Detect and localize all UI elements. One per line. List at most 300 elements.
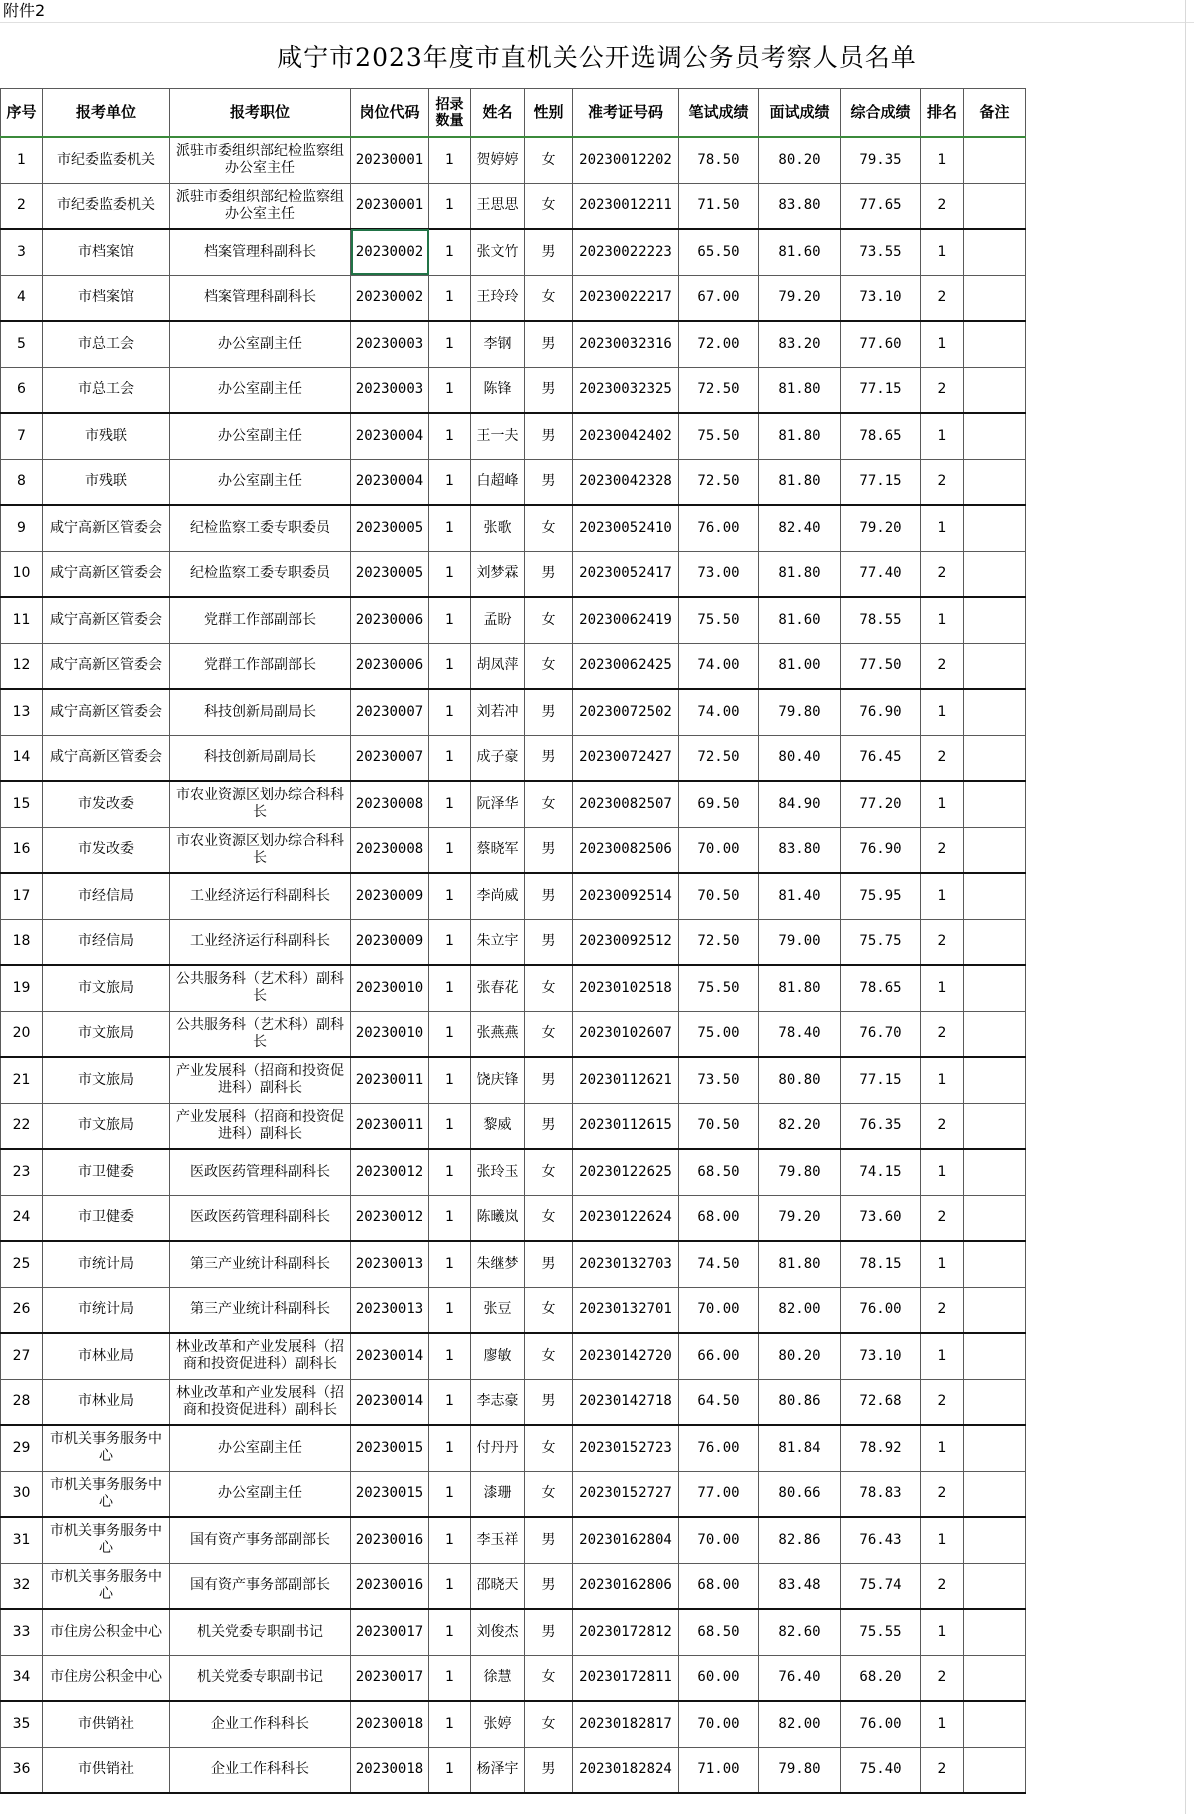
cell-no[interactable]: 32 bbox=[1, 1563, 43, 1609]
cell-quota[interactable]: 1 bbox=[429, 1379, 471, 1425]
cell-rank[interactable]: 2 bbox=[921, 1747, 964, 1793]
cell-total[interactable]: 77.15 bbox=[841, 459, 921, 505]
cell-written[interactable]: 75.50 bbox=[679, 597, 759, 643]
cell-post[interactable]: 产业发展科（招商和投资促进科）副科长 bbox=[170, 1103, 351, 1149]
cell-interview[interactable]: 81.80 bbox=[759, 965, 841, 1011]
cell-code[interactable]: 20230007 bbox=[351, 689, 429, 735]
cell-quota[interactable]: 1 bbox=[429, 1563, 471, 1609]
cell-no[interactable]: 15 bbox=[1, 781, 43, 827]
cell-total[interactable]: 77.20 bbox=[841, 781, 921, 827]
cell-rank[interactable]: 1 bbox=[921, 1517, 964, 1563]
cell-written[interactable]: 68.50 bbox=[679, 1609, 759, 1655]
cell-total[interactable]: 77.60 bbox=[841, 321, 921, 367]
cell-post[interactable]: 企业工作科科长 bbox=[170, 1747, 351, 1793]
cell-total[interactable]: 78.65 bbox=[841, 413, 921, 459]
cell-written[interactable]: 64.50 bbox=[679, 1379, 759, 1425]
cell-ticket[interactable]: 20230082507 bbox=[573, 781, 679, 827]
cell-rank[interactable]: 1 bbox=[921, 1701, 964, 1747]
cell-name[interactable]: 朱继梦 bbox=[471, 1241, 525, 1287]
cell-quota[interactable]: 1 bbox=[429, 1517, 471, 1563]
cell-interview[interactable]: 79.80 bbox=[759, 1149, 841, 1195]
cell-name[interactable]: 廖敏 bbox=[471, 1333, 525, 1379]
cell-quota[interactable]: 1 bbox=[429, 183, 471, 229]
cell-sex[interactable]: 男 bbox=[525, 1103, 573, 1149]
cell-name[interactable]: 胡凤萍 bbox=[471, 643, 525, 689]
cell-rank[interactable]: 2 bbox=[921, 1011, 964, 1057]
cell-written[interactable]: 74.00 bbox=[679, 643, 759, 689]
cell-code[interactable]: 20230017 bbox=[351, 1609, 429, 1655]
cell-unit[interactable]: 市统计局 bbox=[43, 1241, 170, 1287]
cell-interview[interactable]: 83.20 bbox=[759, 321, 841, 367]
cell-quota[interactable]: 1 bbox=[429, 1011, 471, 1057]
cell-interview[interactable]: 84.90 bbox=[759, 781, 841, 827]
cell-code[interactable]: 20230013 bbox=[351, 1241, 429, 1287]
cell-no[interactable]: 36 bbox=[1, 1747, 43, 1793]
cell-sex[interactable]: 男 bbox=[525, 1241, 573, 1287]
cell-total[interactable]: 77.15 bbox=[841, 1057, 921, 1103]
cell-post[interactable]: 办公室副主任 bbox=[170, 1471, 351, 1517]
cell-written[interactable]: 75.50 bbox=[679, 413, 759, 459]
cell-total[interactable]: 75.40 bbox=[841, 1747, 921, 1793]
cell-sex[interactable]: 女 bbox=[525, 965, 573, 1011]
cell-post[interactable]: 医政医药管理科副科长 bbox=[170, 1195, 351, 1241]
cell-no[interactable]: 8 bbox=[1, 459, 43, 505]
cell-name[interactable]: 张玲玉 bbox=[471, 1149, 525, 1195]
cell-code[interactable]: 20230008 bbox=[351, 781, 429, 827]
cell-name[interactable]: 饶庆锋 bbox=[471, 1057, 525, 1103]
cell-name[interactable]: 贺婷婷 bbox=[471, 137, 525, 183]
cell-total[interactable]: 75.95 bbox=[841, 873, 921, 919]
cell-rank[interactable]: 2 bbox=[921, 459, 964, 505]
cell-quota[interactable]: 1 bbox=[429, 275, 471, 321]
cell-post[interactable]: 办公室副主任 bbox=[170, 321, 351, 367]
cell-interview[interactable]: 81.80 bbox=[759, 1241, 841, 1287]
cell-note[interactable] bbox=[964, 1333, 1026, 1379]
cell-total[interactable]: 72.68 bbox=[841, 1379, 921, 1425]
cell-interview[interactable]: 81.80 bbox=[759, 367, 841, 413]
cell-written[interactable]: 68.00 bbox=[679, 1563, 759, 1609]
cell-written[interactable]: 75.00 bbox=[679, 1011, 759, 1057]
cell-sex[interactable]: 女 bbox=[525, 137, 573, 183]
cell-unit[interactable]: 市总工会 bbox=[43, 367, 170, 413]
cell-sex[interactable]: 女 bbox=[525, 505, 573, 551]
cell-sex[interactable]: 女 bbox=[525, 1655, 573, 1701]
cell-written[interactable]: 66.00 bbox=[679, 1333, 759, 1379]
cell-ticket[interactable]: 20230052417 bbox=[573, 551, 679, 597]
cell-rank[interactable]: 1 bbox=[921, 505, 964, 551]
cell-quota[interactable]: 1 bbox=[429, 597, 471, 643]
cell-total[interactable]: 78.83 bbox=[841, 1471, 921, 1517]
cell-post[interactable]: 工业经济运行科副科长 bbox=[170, 919, 351, 965]
cell-no[interactable]: 3 bbox=[1, 229, 43, 275]
cell-no[interactable]: 11 bbox=[1, 597, 43, 643]
cell-sex[interactable]: 男 bbox=[525, 551, 573, 597]
cell-code[interactable]: 20230012 bbox=[351, 1195, 429, 1241]
cell-sex[interactable]: 男 bbox=[525, 459, 573, 505]
cell-no[interactable]: 1 bbox=[1, 137, 43, 183]
cell-code[interactable]: 20230006 bbox=[351, 643, 429, 689]
cell-rank[interactable]: 1 bbox=[921, 781, 964, 827]
col-header-rank[interactable]: 排名 bbox=[921, 89, 964, 138]
cell-rank[interactable]: 2 bbox=[921, 183, 964, 229]
cell-total[interactable]: 79.20 bbox=[841, 505, 921, 551]
cell-quota[interactable]: 1 bbox=[429, 1195, 471, 1241]
cell-ticket[interactable]: 20230112615 bbox=[573, 1103, 679, 1149]
col-header-quota[interactable]: 招录数量 bbox=[429, 89, 471, 138]
cell-name[interactable]: 孟盼 bbox=[471, 597, 525, 643]
cell-sex[interactable]: 男 bbox=[525, 229, 573, 275]
cell-interview[interactable]: 80.80 bbox=[759, 1057, 841, 1103]
cell-total[interactable]: 77.65 bbox=[841, 183, 921, 229]
cell-code[interactable]: 20230005 bbox=[351, 551, 429, 597]
cell-no[interactable]: 7 bbox=[1, 413, 43, 459]
cell-note[interactable] bbox=[964, 1701, 1026, 1747]
cell-interview[interactable]: 81.84 bbox=[759, 1425, 841, 1471]
cell-total[interactable]: 77.50 bbox=[841, 643, 921, 689]
cell-ticket[interactable]: 20230152727 bbox=[573, 1471, 679, 1517]
cell-post[interactable]: 办公室副主任 bbox=[170, 459, 351, 505]
cell-sex[interactable]: 男 bbox=[525, 1517, 573, 1563]
cell-note[interactable] bbox=[964, 1517, 1026, 1563]
cell-written[interactable]: 69.50 bbox=[679, 781, 759, 827]
cell-no[interactable]: 33 bbox=[1, 1609, 43, 1655]
cell-rank[interactable]: 2 bbox=[921, 275, 964, 321]
cell-note[interactable] bbox=[964, 413, 1026, 459]
cell-rank[interactable]: 2 bbox=[921, 1655, 964, 1701]
cell-no[interactable]: 4 bbox=[1, 275, 43, 321]
cell-interview[interactable]: 80.40 bbox=[759, 735, 841, 781]
cell-interview[interactable]: 81.80 bbox=[759, 551, 841, 597]
cell-no[interactable]: 17 bbox=[1, 873, 43, 919]
cell-note[interactable] bbox=[964, 1655, 1026, 1701]
cell-code[interactable]: 20230015 bbox=[351, 1471, 429, 1517]
cell-name[interactable]: 刘梦霖 bbox=[471, 551, 525, 597]
cell-name[interactable]: 李志豪 bbox=[471, 1379, 525, 1425]
cell-post[interactable]: 林业改革和产业发展科（招商和投资促进科）副科长 bbox=[170, 1379, 351, 1425]
cell-sex[interactable]: 女 bbox=[525, 643, 573, 689]
cell-code[interactable]: 20230003 bbox=[351, 367, 429, 413]
col-header-written[interactable]: 笔试成绩 bbox=[679, 89, 759, 138]
cell-interview[interactable]: 81.80 bbox=[759, 459, 841, 505]
cell-rank[interactable]: 1 bbox=[921, 321, 964, 367]
cell-interview[interactable]: 82.86 bbox=[759, 1517, 841, 1563]
document-title[interactable]: 咸宁市2023年度市直机关公开选调公务员考察人员名单 bbox=[277, 43, 917, 72]
cell-note[interactable] bbox=[964, 1747, 1026, 1793]
cell-written[interactable]: 76.00 bbox=[679, 1425, 759, 1471]
cell-ticket[interactable]: 20230062425 bbox=[573, 643, 679, 689]
cell-sex[interactable]: 男 bbox=[525, 735, 573, 781]
cell-post[interactable]: 企业工作科科长 bbox=[170, 1701, 351, 1747]
cell-quota[interactable]: 1 bbox=[429, 1333, 471, 1379]
cell-written[interactable]: 67.00 bbox=[679, 275, 759, 321]
cell-interview[interactable]: 80.86 bbox=[759, 1379, 841, 1425]
cell-unit[interactable]: 咸宁高新区管委会 bbox=[43, 643, 170, 689]
cell-code[interactable]: 20230008 bbox=[351, 827, 429, 873]
cell-written[interactable]: 71.50 bbox=[679, 183, 759, 229]
cell-ticket[interactable]: 20230122625 bbox=[573, 1149, 679, 1195]
col-header-total[interactable]: 综合成绩 bbox=[841, 89, 921, 138]
cell-quota[interactable]: 1 bbox=[429, 1747, 471, 1793]
cell-note[interactable] bbox=[964, 1609, 1026, 1655]
cell-name[interactable]: 王玲玲 bbox=[471, 275, 525, 321]
cell-written[interactable]: 72.50 bbox=[679, 459, 759, 505]
cell-post[interactable]: 公共服务科（艺术科）副科长 bbox=[170, 1011, 351, 1057]
cell-total[interactable]: 75.75 bbox=[841, 919, 921, 965]
cell-code[interactable]: 20230011 bbox=[351, 1057, 429, 1103]
cell-total[interactable]: 79.35 bbox=[841, 137, 921, 183]
cell-quota[interactable]: 1 bbox=[429, 1149, 471, 1195]
cell-name[interactable]: 陈曦岚 bbox=[471, 1195, 525, 1241]
cell-ticket[interactable]: 20230132701 bbox=[573, 1287, 679, 1333]
cell-name[interactable]: 邵晓天 bbox=[471, 1563, 525, 1609]
cell-ticket[interactable]: 20230132703 bbox=[573, 1241, 679, 1287]
cell-no[interactable]: 34 bbox=[1, 1655, 43, 1701]
cell-no[interactable]: 12 bbox=[1, 643, 43, 689]
cell-sex[interactable]: 女 bbox=[525, 1195, 573, 1241]
cell-total[interactable]: 75.74 bbox=[841, 1563, 921, 1609]
cell-ticket[interactable]: 20230142720 bbox=[573, 1333, 679, 1379]
cell-quota[interactable]: 1 bbox=[429, 689, 471, 735]
cell-interview[interactable]: 78.40 bbox=[759, 1011, 841, 1057]
cell-sex[interactable]: 男 bbox=[525, 367, 573, 413]
cell-unit[interactable]: 市经信局 bbox=[43, 919, 170, 965]
cell-ticket[interactable]: 20230072502 bbox=[573, 689, 679, 735]
cell-total[interactable]: 73.10 bbox=[841, 1333, 921, 1379]
cell-sex[interactable]: 女 bbox=[525, 1149, 573, 1195]
cell-unit[interactable]: 市卫健委 bbox=[43, 1195, 170, 1241]
cell-quota[interactable]: 1 bbox=[429, 1655, 471, 1701]
cell-name[interactable]: 王思思 bbox=[471, 183, 525, 229]
cell-sex[interactable]: 女 bbox=[525, 1425, 573, 1471]
cell-name[interactable]: 张婷 bbox=[471, 1701, 525, 1747]
cell-post[interactable]: 市农业资源区划办综合科科长 bbox=[170, 827, 351, 873]
cell-no[interactable]: 26 bbox=[1, 1287, 43, 1333]
cell-note[interactable] bbox=[964, 1103, 1026, 1149]
cell-unit[interactable]: 市发改委 bbox=[43, 781, 170, 827]
cell-note[interactable] bbox=[964, 275, 1026, 321]
cell-note[interactable] bbox=[964, 1471, 1026, 1517]
cell-quota[interactable]: 1 bbox=[429, 643, 471, 689]
cell-code[interactable]: 20230009 bbox=[351, 919, 429, 965]
col-header-post[interactable]: 报考职位 bbox=[170, 89, 351, 138]
cell-name[interactable]: 张燕燕 bbox=[471, 1011, 525, 1057]
col-header-note[interactable]: 备注 bbox=[964, 89, 1026, 138]
cell-ticket[interactable]: 20230162806 bbox=[573, 1563, 679, 1609]
cell-name[interactable]: 李玉祥 bbox=[471, 1517, 525, 1563]
cell-sex[interactable]: 男 bbox=[525, 1747, 573, 1793]
cell-unit[interactable]: 市纪委监委机关 bbox=[43, 137, 170, 183]
cell-note[interactable] bbox=[964, 367, 1026, 413]
cell-note[interactable] bbox=[964, 689, 1026, 735]
cell-code[interactable]: 20230014 bbox=[351, 1333, 429, 1379]
cell-ticket[interactable]: 20230032316 bbox=[573, 321, 679, 367]
cell-written[interactable]: 74.00 bbox=[679, 689, 759, 735]
cell-total[interactable]: 78.55 bbox=[841, 597, 921, 643]
cell-sex[interactable]: 女 bbox=[525, 1287, 573, 1333]
cell-interview[interactable]: 82.00 bbox=[759, 1287, 841, 1333]
cell-rank[interactable]: 1 bbox=[921, 873, 964, 919]
cell-note[interactable] bbox=[964, 183, 1026, 229]
cell-written[interactable]: 71.00 bbox=[679, 1747, 759, 1793]
cell-written[interactable]: 73.00 bbox=[679, 551, 759, 597]
cell-sex[interactable]: 女 bbox=[525, 597, 573, 643]
cell-unit[interactable]: 市卫健委 bbox=[43, 1149, 170, 1195]
cell-ticket[interactable]: 20230042402 bbox=[573, 413, 679, 459]
cell-unit[interactable]: 市档案馆 bbox=[43, 275, 170, 321]
cell-rank[interactable]: 2 bbox=[921, 827, 964, 873]
cell-code[interactable]: 20230018 bbox=[351, 1747, 429, 1793]
cell-note[interactable] bbox=[964, 735, 1026, 781]
cell-interview[interactable]: 80.66 bbox=[759, 1471, 841, 1517]
cell-unit[interactable]: 咸宁高新区管委会 bbox=[43, 689, 170, 735]
cell-note[interactable] bbox=[964, 1563, 1026, 1609]
cell-no[interactable]: 10 bbox=[1, 551, 43, 597]
cell-unit[interactable]: 市残联 bbox=[43, 459, 170, 505]
cell-post[interactable]: 科技创新局副局长 bbox=[170, 689, 351, 735]
cell-code[interactable]: 20230003 bbox=[351, 321, 429, 367]
cell-rank[interactable]: 1 bbox=[921, 1425, 964, 1471]
cell-written[interactable]: 73.50 bbox=[679, 1057, 759, 1103]
cell-code[interactable]: 20230011 bbox=[351, 1103, 429, 1149]
cell-interview[interactable]: 80.20 bbox=[759, 137, 841, 183]
cell-unit[interactable]: 市林业局 bbox=[43, 1379, 170, 1425]
cell-interview[interactable]: 82.20 bbox=[759, 1103, 841, 1149]
cell-name[interactable]: 刘若冲 bbox=[471, 689, 525, 735]
cell-post[interactable]: 国有资产事务部副部长 bbox=[170, 1563, 351, 1609]
cell-ticket[interactable]: 20230092512 bbox=[573, 919, 679, 965]
cell-code[interactable]: 20230002 bbox=[351, 275, 429, 321]
cell-sex[interactable]: 女 bbox=[525, 1011, 573, 1057]
cell-rank[interactable]: 1 bbox=[921, 965, 964, 1011]
cell-no[interactable]: 27 bbox=[1, 1333, 43, 1379]
cell-name[interactable]: 漆珊 bbox=[471, 1471, 525, 1517]
cell-no[interactable]: 22 bbox=[1, 1103, 43, 1149]
cell-rank[interactable]: 1 bbox=[921, 229, 964, 275]
cell-total[interactable]: 73.55 bbox=[841, 229, 921, 275]
cell-no[interactable]: 23 bbox=[1, 1149, 43, 1195]
cell-code[interactable]: 20230010 bbox=[351, 965, 429, 1011]
cell-note[interactable] bbox=[964, 229, 1026, 275]
cell-no[interactable]: 19 bbox=[1, 965, 43, 1011]
cell-unit[interactable]: 市机关事务服务中心 bbox=[43, 1563, 170, 1609]
cell-ticket[interactable]: 20230042328 bbox=[573, 459, 679, 505]
cell-written[interactable]: 70.00 bbox=[679, 827, 759, 873]
cell-total[interactable]: 76.45 bbox=[841, 735, 921, 781]
cell-code[interactable]: 20230016 bbox=[351, 1517, 429, 1563]
cell-written[interactable]: 68.00 bbox=[679, 1195, 759, 1241]
cell-note[interactable] bbox=[964, 597, 1026, 643]
cell-unit[interactable]: 市供销社 bbox=[43, 1747, 170, 1793]
cell-code[interactable]: 20230010 bbox=[351, 1011, 429, 1057]
cell-interview[interactable]: 83.48 bbox=[759, 1563, 841, 1609]
cell-code[interactable]: 20230014 bbox=[351, 1379, 429, 1425]
cell-note[interactable] bbox=[964, 1057, 1026, 1103]
cell-post[interactable]: 党群工作部副部长 bbox=[170, 643, 351, 689]
cell-post[interactable]: 党群工作部副部长 bbox=[170, 597, 351, 643]
cell-note[interactable] bbox=[964, 505, 1026, 551]
col-header-interview[interactable]: 面试成绩 bbox=[759, 89, 841, 138]
cell-post[interactable]: 纪检监察工委专职委员 bbox=[170, 551, 351, 597]
cell-unit[interactable]: 市经信局 bbox=[43, 873, 170, 919]
cell-no[interactable]: 29 bbox=[1, 1425, 43, 1471]
cell-interview[interactable]: 80.20 bbox=[759, 1333, 841, 1379]
cell-quota[interactable]: 1 bbox=[429, 229, 471, 275]
cell-ticket[interactable]: 20230122624 bbox=[573, 1195, 679, 1241]
cell-rank[interactable]: 1 bbox=[921, 1057, 964, 1103]
cell-post[interactable]: 纪检监察工委专职委员 bbox=[170, 505, 351, 551]
cell-quota[interactable]: 1 bbox=[429, 965, 471, 1011]
cell-ticket[interactable]: 20230032325 bbox=[573, 367, 679, 413]
cell-quota[interactable]: 1 bbox=[429, 1241, 471, 1287]
cell-name[interactable]: 李尚威 bbox=[471, 873, 525, 919]
cell-name[interactable]: 付丹丹 bbox=[471, 1425, 525, 1471]
cell-sex[interactable]: 男 bbox=[525, 827, 573, 873]
cell-no[interactable]: 31 bbox=[1, 1517, 43, 1563]
col-header-name[interactable]: 姓名 bbox=[471, 89, 525, 138]
cell-sex[interactable]: 女 bbox=[525, 1333, 573, 1379]
cell-no[interactable]: 9 bbox=[1, 505, 43, 551]
cell-written[interactable]: 72.50 bbox=[679, 919, 759, 965]
cell-unit[interactable]: 市机关事务服务中心 bbox=[43, 1425, 170, 1471]
cell-code[interactable]: 20230012 bbox=[351, 1149, 429, 1195]
cell-note[interactable] bbox=[964, 781, 1026, 827]
cell-no[interactable]: 13 bbox=[1, 689, 43, 735]
cell-ticket[interactable]: 20230012211 bbox=[573, 183, 679, 229]
cell-interview[interactable]: 82.40 bbox=[759, 505, 841, 551]
cell-total[interactable]: 76.43 bbox=[841, 1517, 921, 1563]
cell-written[interactable]: 65.50 bbox=[679, 229, 759, 275]
cell-no[interactable]: 21 bbox=[1, 1057, 43, 1103]
cell-sex[interactable]: 男 bbox=[525, 1563, 573, 1609]
cell-quota[interactable]: 1 bbox=[429, 873, 471, 919]
cell-unit[interactable]: 市机关事务服务中心 bbox=[43, 1517, 170, 1563]
cell-name[interactable]: 成子豪 bbox=[471, 735, 525, 781]
cell-code[interactable]: 20230009 bbox=[351, 873, 429, 919]
cell-total[interactable]: 76.00 bbox=[841, 1701, 921, 1747]
cell-note[interactable] bbox=[964, 1011, 1026, 1057]
cell-interview[interactable]: 82.60 bbox=[759, 1609, 841, 1655]
cell-total[interactable]: 77.40 bbox=[841, 551, 921, 597]
cell-interview[interactable]: 79.00 bbox=[759, 919, 841, 965]
cell-post[interactable]: 医政医药管理科副科长 bbox=[170, 1149, 351, 1195]
cell-quota[interactable]: 1 bbox=[429, 1103, 471, 1149]
cell-ticket[interactable]: 20230182824 bbox=[573, 1747, 679, 1793]
cell-quota[interactable]: 1 bbox=[429, 735, 471, 781]
cell-quota[interactable]: 1 bbox=[429, 1287, 471, 1333]
cell-interview[interactable]: 81.60 bbox=[759, 229, 841, 275]
cell-quota[interactable]: 1 bbox=[429, 413, 471, 459]
cell-post[interactable]: 第三产业统计科副科长 bbox=[170, 1241, 351, 1287]
cell-code[interactable]: 20230013 bbox=[351, 1287, 429, 1333]
cell-total[interactable]: 76.00 bbox=[841, 1287, 921, 1333]
cell-code[interactable]: 20230017 bbox=[351, 1655, 429, 1701]
cell-total[interactable]: 76.90 bbox=[841, 689, 921, 735]
cell-name[interactable]: 张春花 bbox=[471, 965, 525, 1011]
cell-note[interactable] bbox=[964, 827, 1026, 873]
cell-no[interactable]: 28 bbox=[1, 1379, 43, 1425]
cell-post[interactable]: 工业经济运行科副科长 bbox=[170, 873, 351, 919]
cell-rank[interactable]: 2 bbox=[921, 643, 964, 689]
cell-quota[interactable]: 1 bbox=[429, 919, 471, 965]
cell-unit[interactable]: 市供销社 bbox=[43, 1701, 170, 1747]
cell-written[interactable]: 70.00 bbox=[679, 1701, 759, 1747]
cell-rank[interactable]: 2 bbox=[921, 1287, 964, 1333]
cell-rank[interactable]: 2 bbox=[921, 551, 964, 597]
cell-rank[interactable]: 2 bbox=[921, 1103, 964, 1149]
cell-name[interactable]: 陈锋 bbox=[471, 367, 525, 413]
cell-unit[interactable]: 市林业局 bbox=[43, 1333, 170, 1379]
cell-no[interactable]: 20 bbox=[1, 1011, 43, 1057]
